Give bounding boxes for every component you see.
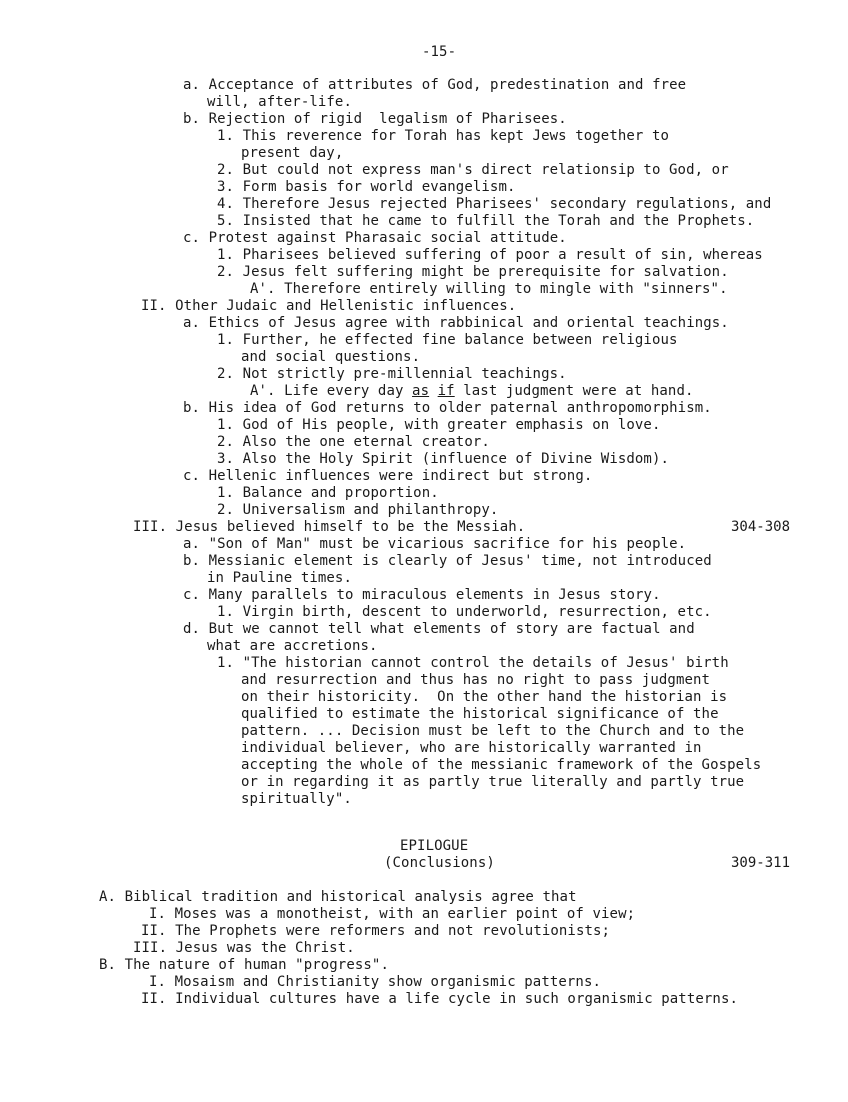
- text-line: II. Individual cultures have a life cycle in such organismic patterns.: [141, 991, 739, 1007]
- text-line: 1. Further, he effected fine balance between religious: [217, 332, 678, 348]
- text-line: 1. Virgin birth, descent to underworld, resurrection, etc.: [217, 604, 712, 620]
- quote-line: on their historicity. On the other hand the historian is: [241, 689, 728, 705]
- text-fragment: [429, 383, 438, 399]
- text-line: 2. Jesus felt suffering might be prerequisite for salvation.: [217, 264, 729, 280]
- text-line: 1. God of His people, with greater emphasis on love.: [217, 417, 661, 433]
- text-line: d. But we cannot tell what elements of story are factual and: [183, 621, 695, 637]
- text-line: 2. Not strictly pre-millennial teachings.: [217, 366, 567, 382]
- quote-line: spiritually".: [241, 791, 352, 807]
- quote-line: pattern. ... Decision must be left to the Church and to the: [241, 723, 745, 739]
- section-heading: III. Jesus believed himself to be the Messiah.: [133, 519, 526, 535]
- text-line: I. Moses was a monotheist, with an earlier point of view;: [149, 906, 636, 922]
- text-line: a. Ethics of Jesus agree with rabbinical and oriental teachings.: [183, 315, 729, 331]
- text-line: A. Biblical tradition and historical analysis agree that: [99, 889, 577, 905]
- page-reference: 304-308: [731, 519, 791, 535]
- underlined-word: as: [412, 383, 430, 399]
- text-line: present day,: [241, 145, 344, 161]
- page-reference: 309-311: [731, 855, 791, 871]
- text-line: will, after-life.: [207, 94, 352, 110]
- text-line: III. Jesus was the Christ.: [133, 940, 355, 956]
- quote-line: or in regarding it as partly true literally and partly true: [241, 774, 745, 790]
- text-line: 5. Insisted that he came to fulfill the Torah and the Prophets.: [217, 213, 755, 229]
- text-line: [250, 383, 694, 400]
- epilogue-subtitle: (Conclusions): [384, 855, 495, 871]
- text-line: what are accretions.: [207, 638, 378, 654]
- text-line: 2. Universalism and philanthropy.: [217, 502, 499, 518]
- text-line: 1. Balance and proportion.: [217, 485, 439, 501]
- text-line: c. Many parallels to miraculous elements in Jesus story.: [183, 587, 661, 603]
- text-fragment: A'. Life every day: [250, 383, 413, 399]
- quote-line: and resurrection and thus has no right to pass judgment: [241, 672, 711, 688]
- quote-line: accepting the whole of the messianic framework of the Gospels: [241, 757, 762, 773]
- section-heading: II. Other Judaic and Hellenistic influences.: [141, 298, 517, 314]
- epilogue-title: EPILOGUE: [400, 838, 469, 854]
- text-fragment: last judgment were at hand.: [454, 383, 694, 399]
- text-line: and social questions.: [241, 349, 421, 365]
- page-number: -15-: [422, 44, 457, 60]
- underlined-word: if: [437, 383, 455, 399]
- quote-line: individual believer, who are historically warranted in: [241, 740, 702, 756]
- text-line: c. Hellenic influences were indirect but strong.: [183, 468, 593, 484]
- text-line: 3. Form basis for world evangelism.: [217, 179, 516, 195]
- text-line: b. Rejection of rigid legalism of Pharisees.: [183, 111, 567, 127]
- text-line: II. The Prophets were reformers and not revolutionists;: [141, 923, 611, 939]
- text-line: 2. But could not express man's direct relationsip to God, or: [217, 162, 729, 178]
- quote-line: qualified to estimate the historical significance of the: [241, 706, 719, 722]
- text-line: 2. Also the one eternal creator.: [217, 434, 490, 450]
- text-line: a. "Son of Man" must be vicarious sacrifice for his people.: [183, 536, 687, 552]
- text-line: 3. Also the Holy Spirit (influence of Divine Wisdom).: [217, 451, 670, 467]
- text-line: 4. Therefore Jesus rejected Pharisees' secondary regulations, and: [217, 196, 772, 212]
- text-line: A'. Therefore entirely willing to mingle with "sinners".: [250, 281, 728, 297]
- text-line: I. Mosaism and Christianity show organismic patterns.: [149, 974, 602, 990]
- quote-line: 1. "The historian cannot control the details of Jesus' birth: [217, 655, 729, 671]
- text-line: in Pauline times.: [207, 570, 352, 586]
- text-line: 1. Pharisees believed suffering of poor a result of sin, whereas: [217, 247, 763, 263]
- text-line: c. Protest against Pharasaic social attitude.: [183, 230, 567, 246]
- text-line: b. His idea of God returns to older paternal anthropomorphism.: [183, 400, 712, 416]
- text-line: B. The nature of human "progress".: [99, 957, 389, 973]
- text-line: a. Acceptance of attributes of God, predestination and free: [183, 77, 687, 93]
- text-line: 1. This reverence for Torah has kept Jews together to: [217, 128, 670, 144]
- text-line: b. Messianic element is clearly of Jesus' time, not introduced: [183, 553, 712, 569]
